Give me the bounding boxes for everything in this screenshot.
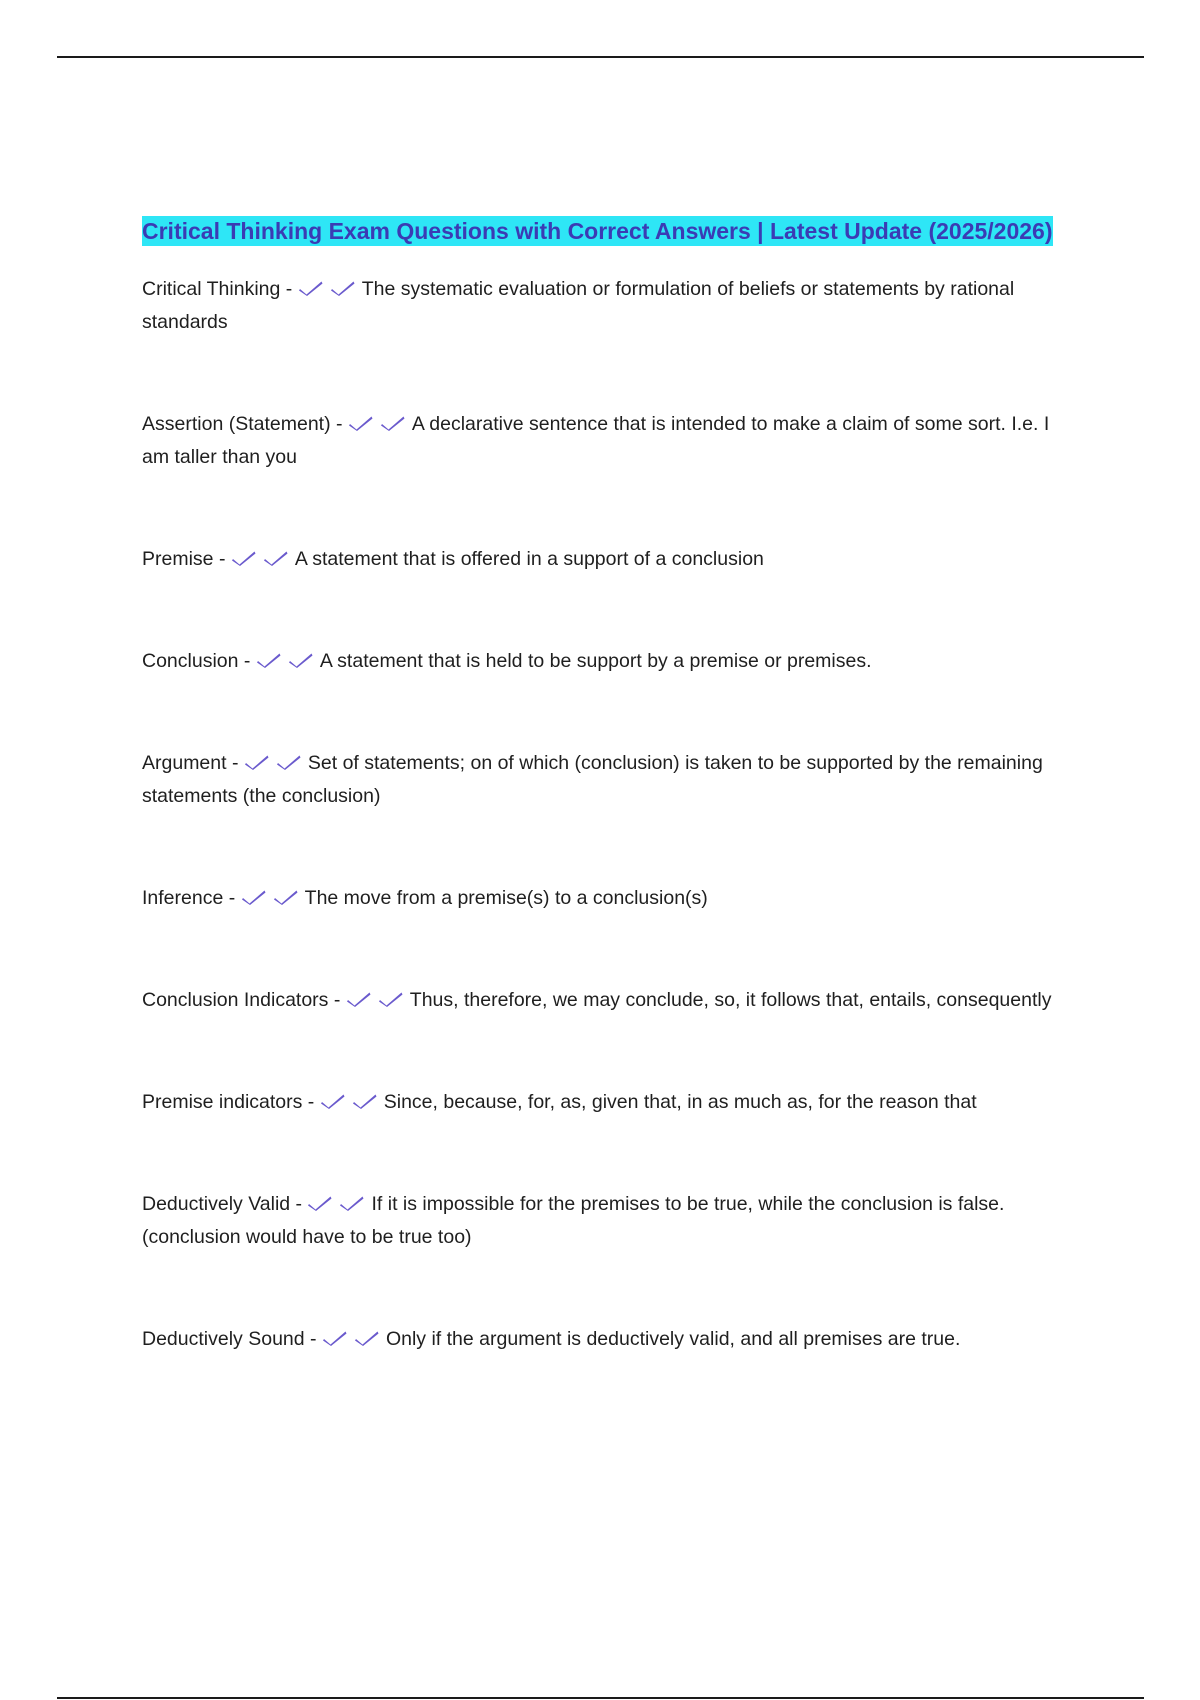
check-mark-icon <box>330 279 356 297</box>
term-separator: - <box>280 278 298 300</box>
check-mark-icon <box>273 888 299 906</box>
term-separator: - <box>304 1328 322 1350</box>
term-separator: - <box>290 1193 308 1215</box>
definition-entry <box>142 984 1062 1017</box>
definition-entry <box>142 408 1062 474</box>
definition-term: Critical Thinking <box>142 278 281 300</box>
definition-entry <box>142 747 1062 813</box>
check-mark-icon <box>354 1329 380 1347</box>
definition-text: If it is impossible for the premises to be true, while the conclusion is false. (conclusion would have to be true too) <box>142 1193 1005 1248</box>
definition-entry <box>142 1086 1062 1119</box>
check-mark-icon <box>263 549 289 567</box>
definitions-list <box>142 273 1062 1356</box>
definition-term: Argument <box>142 752 227 774</box>
check-mark-icon <box>322 1329 348 1347</box>
term-separator: - <box>223 887 241 909</box>
definition-term: Conclusion Indicators <box>142 989 329 1011</box>
definition-text: A declarative sentence that is intended to make a claim of some sort. I.e. I am taller than you <box>142 413 1050 468</box>
document-title-text: Critical Thinking Exam Questions with Correct Answers | Latest Update (2025/2026) <box>142 218 1053 244</box>
definition-text: A statement that is held to be support by a premise or premises. <box>319 650 872 672</box>
definition-text: The move from a premise(s) to a conclusion(s) <box>304 887 708 909</box>
definition-term: Deductively Valid <box>142 1193 291 1215</box>
term-separator: - <box>330 413 348 435</box>
check-mark-icon <box>380 414 406 432</box>
definition-term: Inference <box>142 887 224 909</box>
definition-text: Since, because, for, as, given that, in as much as, for the reason that <box>383 1091 977 1113</box>
check-mark-icon <box>241 888 267 906</box>
definition-entry <box>142 645 1062 678</box>
check-mark-icon <box>288 651 314 669</box>
definition-entry <box>142 882 1062 915</box>
definition-entry <box>142 1323 1062 1356</box>
definition-text: Set of statements; on of which (conclusion) is taken to be supported by the remaining statements (the conclusion) <box>142 752 1043 807</box>
definition-entry <box>142 273 1062 339</box>
check-mark-icon <box>339 1194 365 1212</box>
check-mark-icon <box>256 651 282 669</box>
check-mark-icon <box>352 1092 378 1110</box>
page-bottom-rule <box>57 1697 1144 1699</box>
definition-text: Thus, therefore, we may conclude, so, it follows that, entails, consequently <box>409 989 1052 1011</box>
check-mark-icon <box>320 1092 346 1110</box>
document-title <box>142 212 1062 251</box>
definition-text: The systematic evaluation or formulation of beliefs or statements by rational standards <box>142 278 1015 333</box>
definition-entry <box>142 1188 1062 1254</box>
definition-term: Premise <box>142 548 214 570</box>
term-separator: - <box>328 989 346 1011</box>
check-mark-icon <box>231 549 257 567</box>
check-mark-icon <box>298 279 324 297</box>
term-separator: - <box>238 650 256 672</box>
definition-entry <box>142 543 1062 576</box>
definition-text: Only if the argument is deductively valid, and all premises are true. <box>385 1328 961 1350</box>
definition-term: Conclusion <box>142 650 239 672</box>
term-separator: - <box>226 752 244 774</box>
definition-term: Premise indicators <box>142 1091 303 1113</box>
check-mark-icon <box>244 753 270 771</box>
check-mark-icon <box>346 990 372 1008</box>
check-mark-icon <box>307 1194 333 1212</box>
term-separator: - <box>213 548 231 570</box>
document-body <box>142 212 1062 1356</box>
check-mark-icon <box>378 990 404 1008</box>
term-separator: - <box>302 1091 320 1113</box>
definition-text: A statement that is offered in a support of a conclusion <box>294 548 764 570</box>
check-mark-icon <box>276 753 302 771</box>
check-mark-icon <box>348 414 374 432</box>
definition-term: Assertion (Statement) <box>142 413 331 435</box>
page-top-rule <box>57 56 1144 58</box>
definition-term: Deductively Sound <box>142 1328 305 1350</box>
